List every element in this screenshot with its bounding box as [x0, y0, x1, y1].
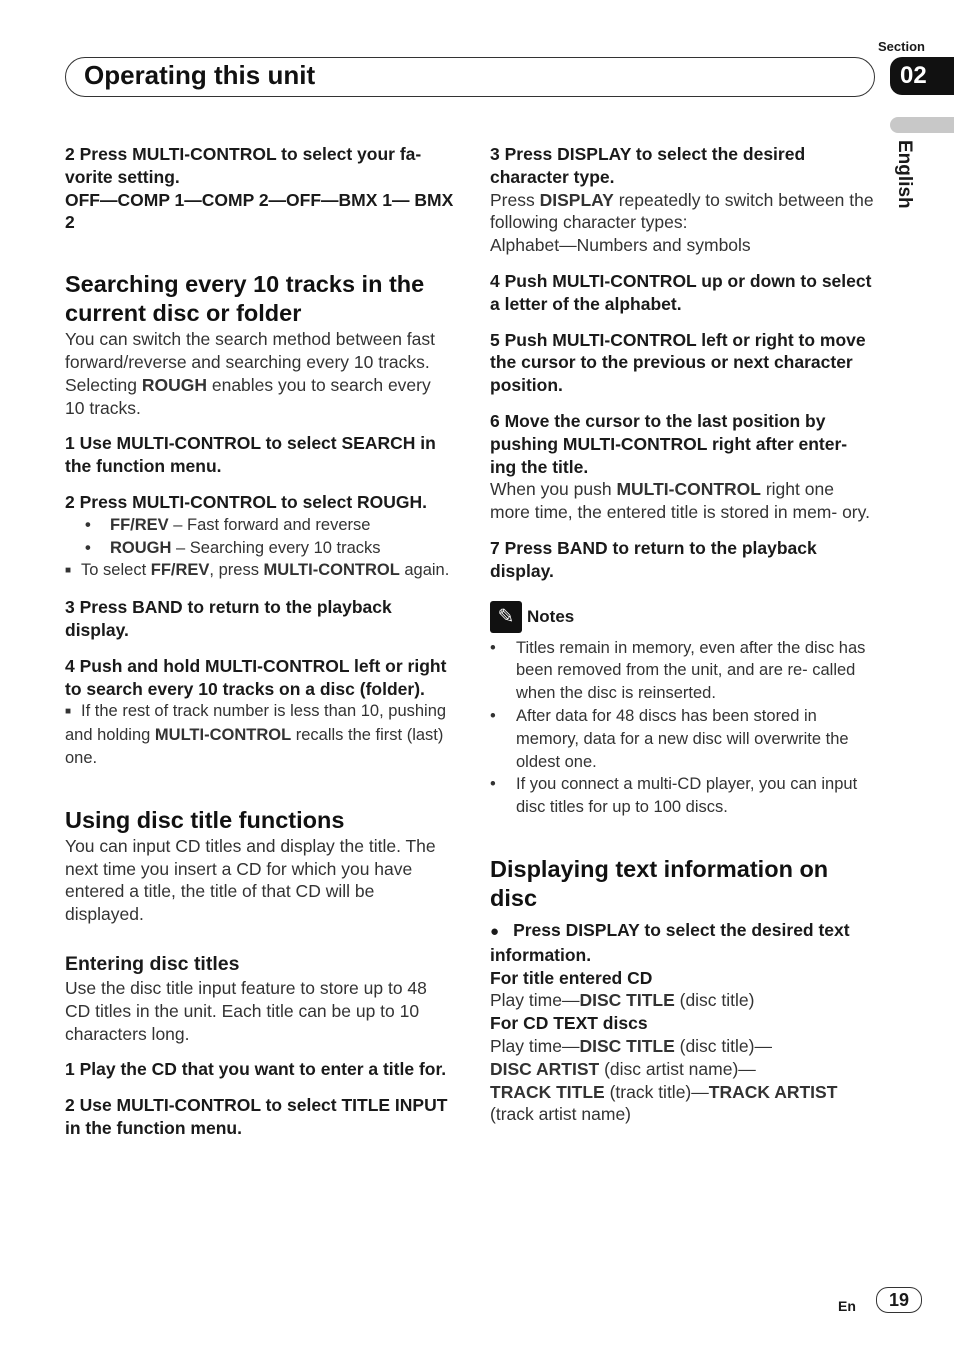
search-step-1: 1 Use MULTI-CONTROL to select SEARCH in the function menu.: [65, 433, 436, 477]
title-heading: Using disc title functions: [65, 806, 345, 833]
language-tab: [890, 117, 954, 133]
language-label: English: [894, 140, 915, 209]
entering-step-2: 2 Use MULTI-CONTROL to select TITLE INPUT in the function menu.: [65, 1095, 448, 1138]
entering-step-5: 5 Push MULTI-CONTROL left or right to move the cursor to the previous or next character position.: [490, 329, 866, 396]
note-rest-track: ■ If the rest of track number is less than 10, pushing and holding MULTI-CONTROL recalls the first (last) one.: [65, 702, 447, 767]
search-body: You can switch the search method between fast forward/reverse and searching every 10 tracks. Selecting ROUGH enables you to search every 10 tracks.: [65, 329, 435, 418]
left-column: [65, 143, 455, 1140]
search-step-3: 3 Press BAND to return to the playback display.: [65, 597, 392, 640]
entering-step-6: 6 Move the cursor to the last position by pushing MULTI-CONTROL right after enter- ing the title.: [490, 410, 848, 477]
display-heading: Displaying text information on disc: [490, 855, 829, 911]
section-label: Section: [878, 39, 925, 54]
title-cd-order: Play time—DISC TITLE (disc title): [490, 990, 755, 1011]
search-step-4: 4 Push and hold MULTI-CONTROL left or right to search every 10 tracks on a disc (folder).: [65, 655, 447, 699]
square-bullet-icon: ■: [65, 706, 72, 718]
step-6-body: When you push MULTI-CONTROL right one more time, the entered title is stored in mem- ory.: [490, 479, 870, 523]
page-number: 19: [876, 1287, 922, 1313]
pencil-icon: ✎: [490, 601, 522, 633]
footer-language: En: [838, 1298, 856, 1314]
note-item: • If you connect a multi-CD player, you can input disc titles for up to 100 discs.: [490, 773, 875, 819]
search-heading: Searching every 10 tracks in the current disc or folder: [65, 271, 425, 327]
entering-heading: Entering disc titles: [65, 952, 240, 975]
note-item: • After data for 48 discs has been stored in memory, data for a new disc will overwrite the oldest one.: [490, 705, 875, 773]
for-cdtext-label: For CD TEXT discs: [490, 1013, 648, 1034]
bullet-ffrev: • FF/REV – Fast forward and reverse: [65, 514, 455, 537]
entering-body: Use the disc title input feature to store up to 48 CD titles in the unit. Each title can be up to 10 characters long.: [65, 977, 427, 1044]
square-bullet-icon: ■: [65, 565, 72, 577]
entering-step-4: 4 Push MULTI-CONTROL up or down to select a letter of the alphabet.: [490, 270, 872, 314]
note-item: • Titles remain in memory, even after the disc has been removed from the unit, and are re- called when the disc is reinserted.: [490, 637, 875, 705]
right-column: [490, 143, 875, 1126]
section-number: 02: [890, 57, 954, 95]
entering-step-3: 3 Press DISPLAY to select the desired character type.: [490, 144, 806, 187]
step-2-setting: 2 Press MULTI-CONTROL to select your fa- vorite setting.: [65, 144, 422, 187]
display-step: ● Press DISPLAY to select the desired text information.: [490, 919, 875, 967]
notes-header: ✎ Notes: [490, 601, 875, 633]
entering-step-7: 7 Press BAND to return to the playback display.: [490, 537, 817, 581]
title-body: You can input CD titles and display the title. The next time you insert a CD for which you have entered a title, the title of that CD will be displayed.: [65, 835, 436, 925]
character-types: Alphabet—Numbers and symbols: [490, 235, 751, 256]
search-step-2: 2 Press MULTI-CONTROL to select ROUGH.: [65, 491, 428, 512]
cdtext-order: Play time—DISC TITLE (disc title)— DISC ARTIST (disc artist name)— TRACK TITLE (track title)—TRACK ARTIST (track artist name): [490, 1035, 838, 1125]
step-3-body: Press DISPLAY repeatedly to switch between the following character types:: [490, 189, 874, 233]
note-ffrev: ■ To select FF/REV, press MULTI-CONTROL again.: [65, 561, 450, 580]
for-title-label: For title entered CD: [490, 967, 653, 988]
entering-step-1: 1 Play the CD that you want to enter a title for.: [65, 1059, 447, 1080]
page-title: Operating this unit: [84, 60, 316, 90]
setting-options: OFF—COMP 1—COMP 2—OFF—BMX 1— BMX 2: [65, 189, 454, 233]
bullet-rough: • ROUGH – Searching every 10 tracks: [65, 537, 455, 560]
